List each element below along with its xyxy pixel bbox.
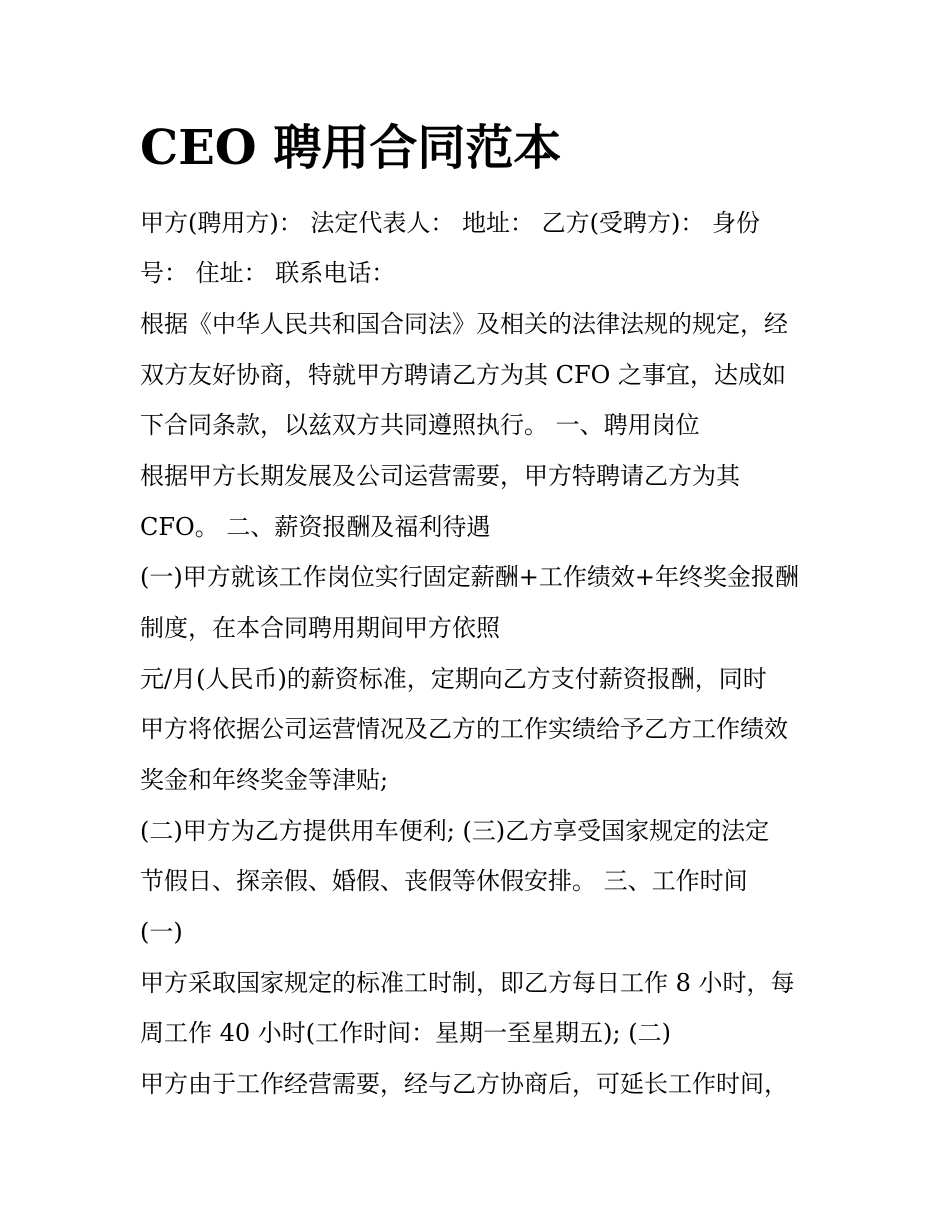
document-title: CEO 聘用合同范本 <box>140 120 562 176</box>
body-line: 节假日、探亲假、婚假、丧假等休假安排。 三、工作时间 <box>140 867 748 895</box>
body-line: 甲方采取国家规定的标准工时制，即乙方每日工作 8 小时，每 <box>140 969 795 997</box>
body-line: 奖金和年终奖金等津贴; <box>140 766 389 794</box>
body-line: 下合同条款，以兹双方共同遵照执行。 一、聘用岗位 <box>140 411 700 439</box>
body-line: 根据甲方长期发展及公司运营需要，甲方特聘请乙方为其 <box>140 462 740 490</box>
body-line: (一)甲方就该工作岗位实行固定薪酬+工作绩效+年终奖金报酬 <box>140 563 799 591</box>
body-line: (一) <box>140 918 183 946</box>
body-line: 根据《中华人民共和国合同法》及相关的法律法规的规定，经 <box>140 310 788 338</box>
body-line: 甲方(聘用方)： 法定代表人： 地址： 乙方(受聘方)： 身份 <box>140 209 760 237</box>
body-line: 甲方将依据公司运营情况及乙方的工作实绩给予乙方工作绩效 <box>140 715 788 743</box>
body-line: (二)甲方为乙方提供用车便利; (三)乙方享受国家规定的法定 <box>140 817 770 845</box>
body-line: 甲方由于工作经营需要，经与乙方协商后，可延长工作时间， <box>140 1070 788 1098</box>
body-line: 号： 住址： 联系电话： <box>140 259 396 287</box>
body-line: CFO。 二、薪资报酬及福利待遇 <box>140 513 491 541</box>
body-line: 双方友好协商，特就甲方聘请乙方为其 CFO 之事宜，达成如 <box>140 361 786 389</box>
body-line: 制度，在本合同聘用期间甲方依照 <box>140 614 500 642</box>
body-line: 周工作 40 小时(工作时间：星期一至星期五); (二) <box>140 1019 671 1047</box>
body-line: 元/月(人民币)的薪资标准，定期向乙方支付薪资报酬，同时 <box>140 665 767 693</box>
